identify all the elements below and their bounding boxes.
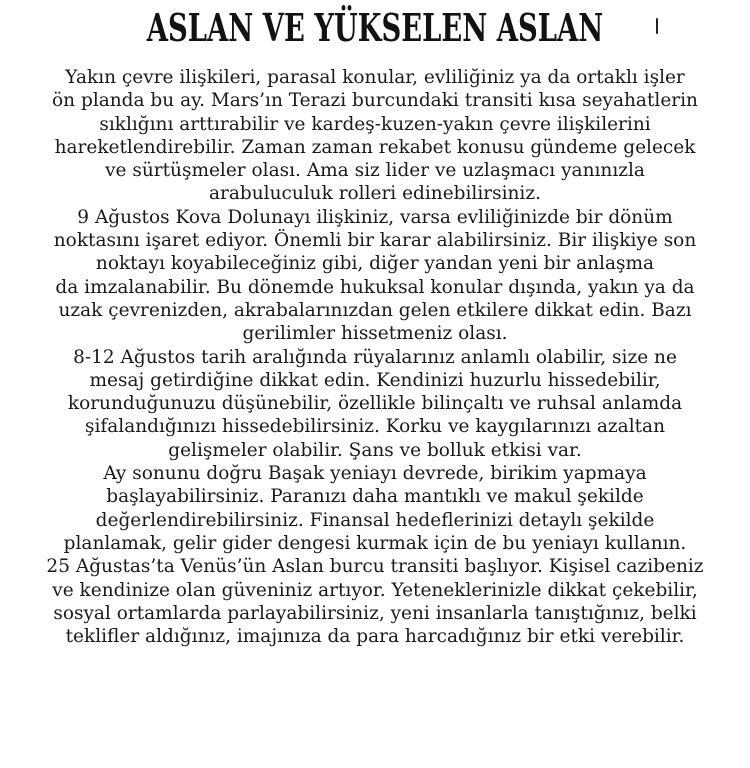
text-line: gerilimler hissetmeniz olası.	[242, 323, 508, 345]
text-line: noktayı koyabileceğiniz gibi, diğer yandan yeni bir anlaşma	[95, 253, 655, 275]
text-line: ve kendinize olan güveniniz artıyor. Yeteneklerinizle dikkat çekebilir,	[52, 579, 698, 601]
text-line: başlayabilirsiniz. Paranızı daha mantıklı ve makul şekilde	[106, 486, 644, 508]
text-line: teklifler aldığınız, imajınıza da para harcadığınız bir etki verebilir.	[65, 626, 685, 648]
horoscope-text	[4, 66, 746, 648]
page-title: ASLAN VE YÜKSELEN ASLAN	[146, 5, 604, 50]
decorative-mark	[656, 18, 658, 34]
text-line: ve sürtüşmeler olası. Ama siz lider ve uzlaşmacı yanınızla	[105, 160, 645, 182]
text-line: mesaj getirdiğine dikkat edin. Kendinizi huzurlu hissedebilir,	[89, 369, 661, 391]
text-line: sıklığını arttırabilir ve kardeş-kuzen-yakın çevre ilişkilerini	[99, 113, 651, 135]
text-line: değerlendirebilirsiniz. Finansal hedeflerinizi detaylı şekilde	[95, 509, 655, 531]
text-line: 25 Ağustas’ta Venüs’ün Aslan burcu transiti başlıyor. Kişisel cazibeniz	[46, 556, 704, 578]
text-line: gelişmeler olabilir. Şans ve bolluk etkisi var.	[168, 439, 582, 461]
text-line: da imzalanabilir. Bu dönemde hukuksal konular dışında, yakın ya da	[55, 276, 695, 298]
text-line: sosyal ortamlarda parlayabilirsiniz, yeni insanlarla tanıştığınız, belki	[53, 602, 697, 624]
text-line: uzak çevrenizden, akrabalarınızdan gelen etkilere dikkat edin. Bazı	[58, 299, 692, 321]
text-line: şifalandığınızı hissedebilirsiniz. Korku ve kaygılarınızı azaltan	[84, 416, 665, 438]
text-line: arabuluculuk rolleri edinebilirsiniz.	[209, 183, 541, 205]
text-line: 8-12 Ağustos tarih aralığında rüyalarınız anlamlı olabilir, size ne	[73, 346, 677, 368]
text-line: planlamak, gelir gider dengesi kurmak için de bu yeniayı kullanın.	[63, 532, 687, 554]
text-line: Yakın çevre ilişkileri, parasal konular, evliliğiniz ya da ortaklı işler	[65, 67, 685, 88]
text-line: Ay sonunu doğru Başak yeniayı devrede, birikim yapmaya	[103, 463, 647, 485]
text-line: 9 Ağustos Kova Dolunayı ilişkiniz, varsa evliliğinizde bir dönüm	[77, 206, 673, 228]
text-line: hareketlendirebilir. Zaman zaman rekabet konusu gündeme gelecek	[54, 136, 696, 158]
text-line: ön planda bu ay. Mars’ın Terazi burcundaki transiti kısa seyahatlerin	[52, 90, 698, 112]
text-line: noktasını işaret ediyor. Önemli bir karar alabilirsiniz. Bir ilişkiye son	[53, 230, 697, 252]
text-line: korunduğunuzu düşünebilir, özellikle bilinçaltı ve ruhsal anlamda	[67, 393, 683, 415]
